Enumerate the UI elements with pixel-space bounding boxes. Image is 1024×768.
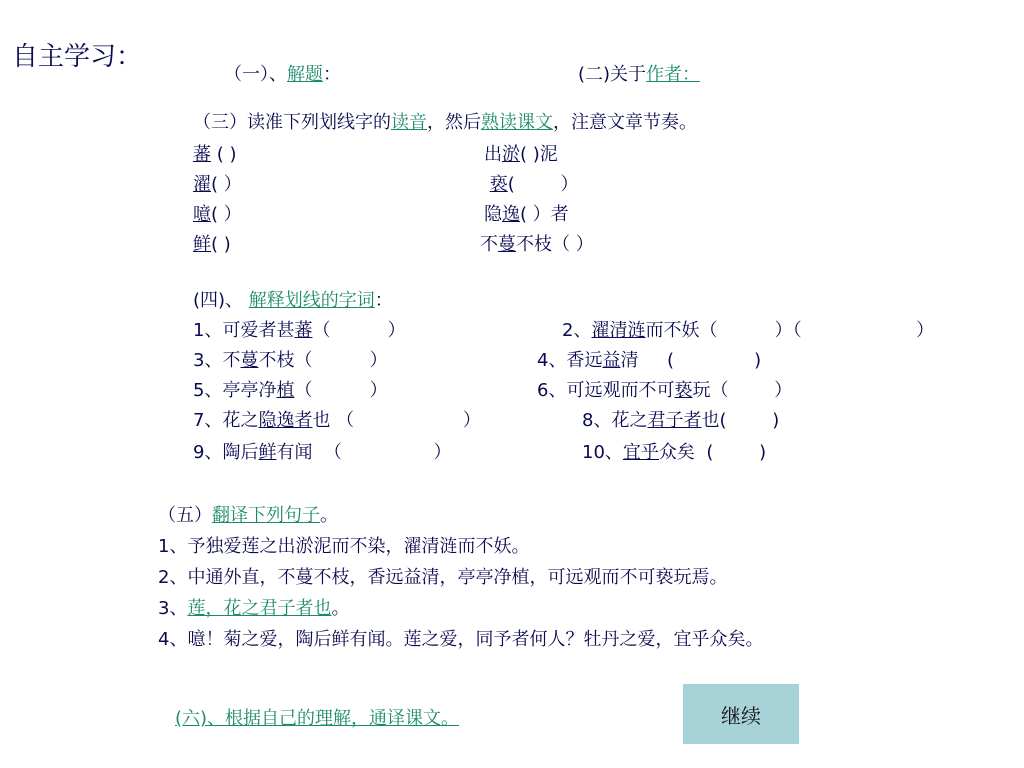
pronunciation-item: 出淤( )泥 <box>484 144 558 165</box>
section-3-text-2: ，然后 <box>427 112 481 133</box>
underlined-char: 蕃 <box>193 144 211 165</box>
section-5-text-1: （五） <box>158 505 212 526</box>
section-5-heading <box>158 507 338 525</box>
section-2-heading <box>578 66 700 84</box>
pronunciation-item: 鲜( ) <box>193 234 231 255</box>
explain-item: 8、花之君子者也( ) <box>582 410 780 431</box>
pronunciation-item: 噫( ） <box>193 204 242 225</box>
section-4-link[interactable]: 解释划线的字词 <box>248 290 375 311</box>
translate-sentence: 3、莲，花之君子者也。 <box>158 598 350 619</box>
underlined-char: 鲜 <box>193 234 211 255</box>
section-6-link-text[interactable]: (六)、根据自己的理解，通译课文。 <box>175 708 460 729</box>
explain-item: 2、濯清涟而不妖（ ）（ ） <box>562 320 935 341</box>
explain-item: 4、香远益清 ( ) <box>537 350 762 371</box>
pronunciation-item: 不蔓不枝（ ） <box>480 234 594 255</box>
section-1-suffix: ： <box>323 64 341 85</box>
explain-item: 6、可远观而不可亵玩（ ） <box>537 380 793 401</box>
pronunciation-item: 蕃 ( ) <box>193 144 237 165</box>
pronunciation-item: 濯( ） <box>193 174 242 195</box>
underlined-char: 濯 <box>193 174 211 195</box>
translate-sentence-link[interactable]: 莲，花之君子者也 <box>187 598 332 619</box>
continue-button[interactable]: 继续 <box>683 684 799 744</box>
explain-item: 5、亭亭净植（ ） <box>193 380 388 401</box>
explain-item: 3、不蔓不枝（ ） <box>193 350 388 371</box>
section-3-link-pronunciation[interactable]: 读音 <box>391 112 427 133</box>
section-1-heading <box>224 66 341 84</box>
underlined-char: 亵 <box>489 174 508 195</box>
section-3-heading <box>193 114 697 132</box>
section-2-link[interactable]: 作者： <box>646 64 701 85</box>
section-3-text-3: ，注意文章节奏。 <box>553 112 697 133</box>
section-4-text-1: (四)、 <box>193 290 249 311</box>
translate-sentence: 2、中通外直，不蔓不枝，香远益清，亭亭净植，可远观而不可亵玩焉。 <box>158 567 728 588</box>
section-3-link-read-text[interactable]: 熟读课文 <box>481 112 553 133</box>
underlined-char: 逸 <box>502 204 520 225</box>
section-5-text-2: 。 <box>320 505 338 526</box>
underlined-char: 蔓 <box>498 234 516 255</box>
explain-item: 10、宜乎众矣 ( ) <box>582 442 767 463</box>
translate-sentence: 4、噫！菊之爱，陶后鲜有闻。莲之爱，同予者何人？牡丹之爱，宜乎众矣。 <box>158 629 764 650</box>
pronunciation-item: 隐逸( ）者 <box>484 204 569 225</box>
section-2-prefix: (二)关于 <box>578 64 647 85</box>
explain-item: 1、可爱者甚蕃（ ） <box>193 320 406 341</box>
section-5-link[interactable]: 翻译下列句子 <box>212 505 320 526</box>
section-3-text-1: （三）读准下列划线字的 <box>193 112 391 133</box>
explain-item: 9、陶后鲜有闻 （ ） <box>193 442 452 463</box>
section-6-link[interactable] <box>175 710 459 728</box>
section-4-text-2: ： <box>374 290 393 311</box>
section-4-heading <box>193 292 393 310</box>
section-1-link[interactable]: 解题 <box>287 64 323 85</box>
underlined-char: 噫 <box>193 204 211 225</box>
section-1-prefix: （一）、 <box>224 64 287 85</box>
underlined-char: 淤 <box>502 144 520 165</box>
translate-sentence: 1、予独爱莲之出淤泥而不染，濯清涟而不妖。 <box>158 536 530 557</box>
explain-item: 7、花之隐逸者也 （ ） <box>193 410 481 431</box>
pronunciation-item: 亵( ） <box>489 174 579 195</box>
page-title: 自主学习： <box>12 42 143 72</box>
